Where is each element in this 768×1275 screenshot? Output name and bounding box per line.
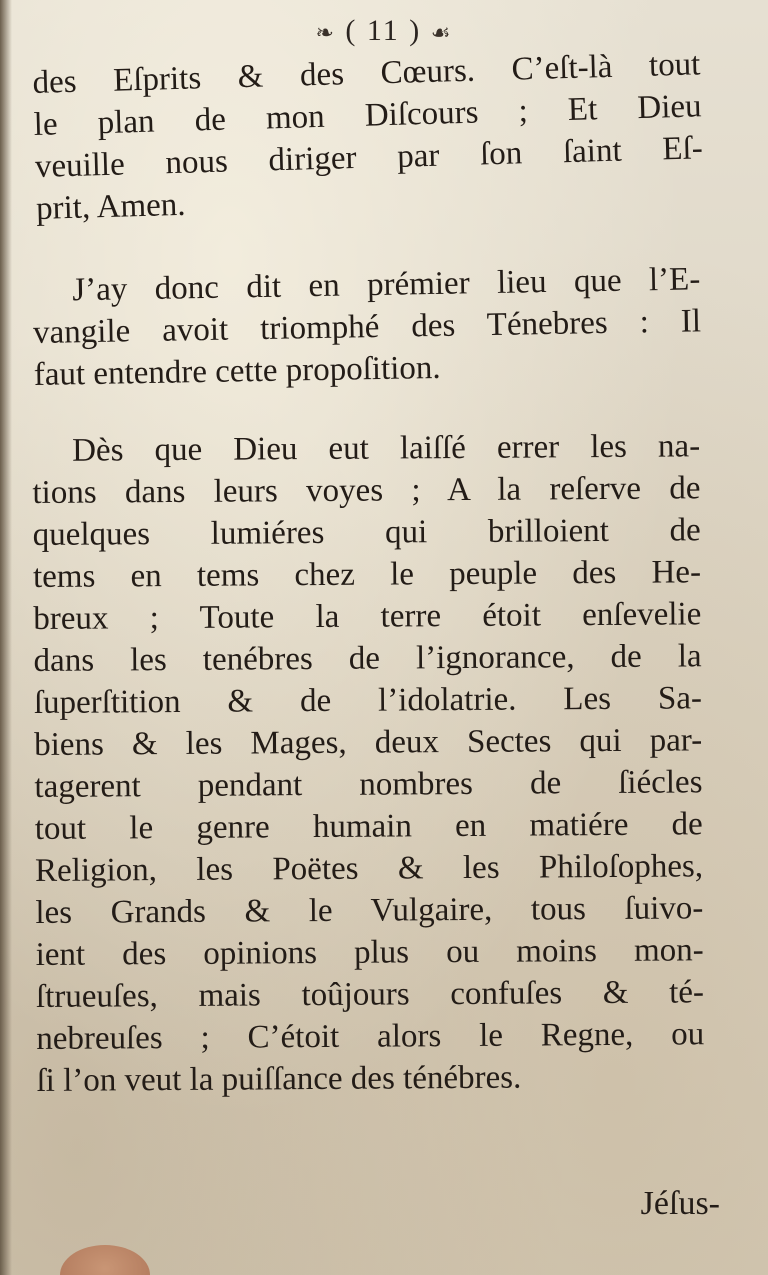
text-line: J’ay donc dit en prémier lieu que l’E- bbox=[72, 261, 701, 309]
left-ornament-icon: ❧ bbox=[315, 20, 336, 45]
text-line: tems en tems chez le peuple des He- bbox=[32, 554, 702, 595]
text-line: Religion, les Poëtes & les Philoſophes, bbox=[34, 848, 704, 889]
text-line: veuille nous diriger par ſon ſaint Eſ- bbox=[34, 130, 704, 185]
text-line: quelques lumiéres qui brilloient de bbox=[32, 512, 701, 553]
text-line: dans les tenébres de l’ignorance, de la bbox=[33, 638, 702, 679]
text-line: tions dans leurs voyes ; A la reſerve de bbox=[32, 470, 701, 511]
paragraph-2 bbox=[32, 258, 702, 396]
text-line: breux ; Toute la terre étoit enſevelie bbox=[33, 596, 702, 637]
paragraph-3 bbox=[32, 425, 705, 1102]
running-header bbox=[0, 14, 768, 48]
text-line: les Grands & le Vulgaire, tous ſuivo- bbox=[35, 890, 704, 931]
page-edge-shadow bbox=[0, 0, 12, 1275]
text-line: des Eſprits & des Cœurs. C’eſt-là tout bbox=[32, 46, 701, 101]
text-line: le plan de mon Diſcours ; Et Dieu bbox=[33, 88, 703, 143]
text-line: tout le genre humain en matiére de bbox=[34, 806, 703, 847]
text-line: biens & les Mages, deux Sectes qui par- bbox=[34, 722, 703, 763]
text-line: ſuperſtition & de l’idolatrie. Les Sa- bbox=[33, 680, 703, 721]
text-line: ſtrueuſes, mais toûjours confuſes & té- bbox=[35, 974, 705, 1015]
right-ornament-icon: ☙ bbox=[430, 20, 453, 45]
text-line: Dès que Dieu eut laiſſé errer les na- bbox=[72, 428, 701, 469]
page-number: ( 11 ) bbox=[345, 14, 422, 47]
text-line: ient des opinions plus ou moins mon- bbox=[35, 932, 704, 973]
text-line: prit, Amen. bbox=[35, 186, 186, 227]
text-line: vangile avoit triomphé des Ténebres : Il bbox=[32, 303, 702, 351]
text-line: faut entendre cette propoſition. bbox=[33, 349, 441, 393]
thumb-shadow bbox=[60, 1245, 150, 1275]
catchword: Jéſus- bbox=[640, 1185, 720, 1222]
text-line: tagerent pendant nombres de ſiécles bbox=[34, 764, 703, 805]
text-line: nebreuſes ; C’étoit alors le Regne, ou bbox=[36, 1016, 705, 1057]
text-line: ſi l’on veut la puiſſance des ténébres. bbox=[36, 1059, 522, 1099]
paragraph-1 bbox=[32, 43, 704, 230]
